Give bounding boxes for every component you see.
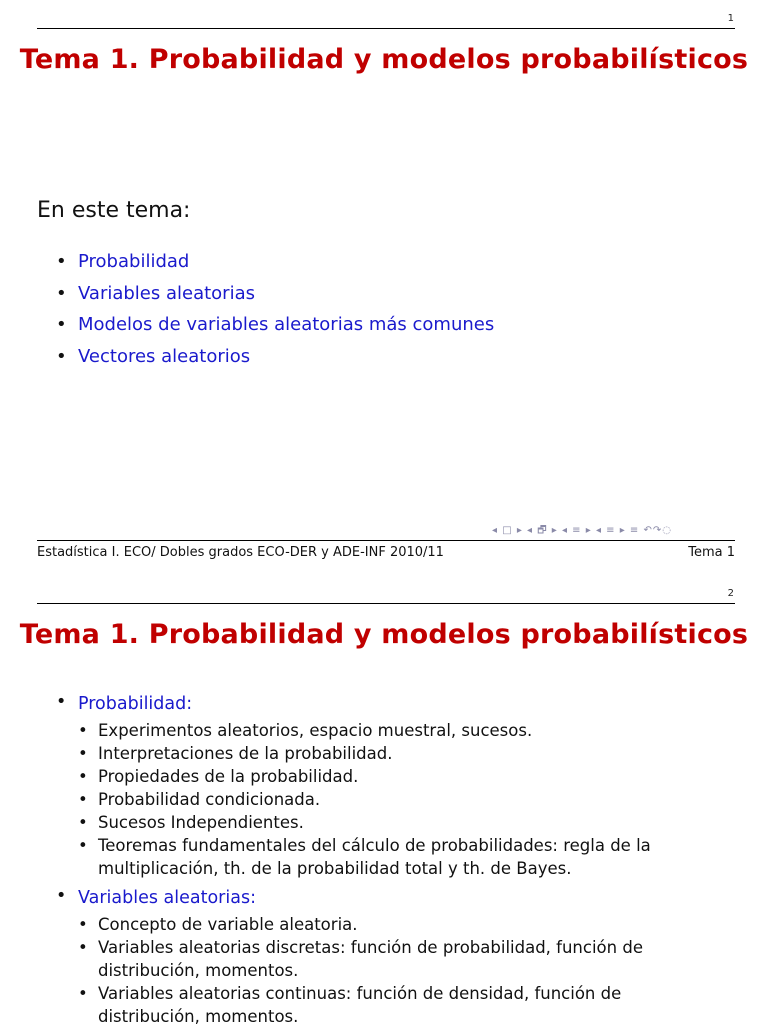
list-item: • Experimentos aleatorios, espacio muestral, sucesos. xyxy=(78,721,533,740)
footer-course: Estadística I. ECO/ Dobles grados ECO-DER y ADE-INF 2010/11 xyxy=(37,545,444,560)
slide-title: Tema 1. Probabilidad y modelos probabilísticos xyxy=(19,44,749,75)
topic-list xyxy=(56,251,494,377)
topic-label: Variables aleatorias xyxy=(78,282,255,304)
content-list xyxy=(56,692,706,1034)
list-item: • Interpretaciones de la probabilidad. xyxy=(78,744,393,763)
bullet-icon: • xyxy=(78,790,88,809)
bullet-icon: • xyxy=(78,836,88,855)
topic-link-variables[interactable] xyxy=(56,283,494,315)
bullet-icon: • xyxy=(78,744,88,763)
section-heading[interactable]: Probabilidad: xyxy=(78,694,193,714)
slide-2 xyxy=(0,576,768,1024)
list-item: • Variables aleatorias discretas: función de probabilidad, función de distribución, momentos. xyxy=(78,938,643,980)
bullet-icon: • xyxy=(78,721,88,740)
bullet-icon: • xyxy=(56,886,67,906)
list-item: • Teoremas fundamentales del cálculo de probabilidades: regla de la multiplicación, th. de la probabilidad total y th. de Bayes. xyxy=(78,836,651,878)
page-number: 2 xyxy=(727,588,734,599)
intro-text: En este tema: xyxy=(37,198,191,223)
topic-label: Modelos de variables aleatorias más comunes xyxy=(78,314,495,335)
bullet-icon: • xyxy=(78,767,88,786)
bullet-icon: • xyxy=(56,345,67,367)
beamer-navigation-icons[interactable]: ◂ □ ▸ ◂ 🗗 ▸ ◂ ≡ ▸ ◂ ≡ ▸ ≡ ↶↷◌ xyxy=(492,525,672,536)
slide-title: Tema 1. Probabilidad y modelos probabilísticos xyxy=(19,619,749,650)
bullet-icon: • xyxy=(78,915,88,934)
bullet-icon: • xyxy=(78,984,88,1003)
footer-rule xyxy=(37,540,735,541)
header-rule xyxy=(37,603,735,604)
section-heading[interactable]: Variables aleatorias: xyxy=(78,888,256,908)
page-number: 1 xyxy=(727,13,734,24)
bullet-icon: • xyxy=(56,282,67,304)
bullet-icon: • xyxy=(56,692,67,712)
list-item: • Propiedades de la probabilidad. xyxy=(78,767,359,786)
list-item: • Concepto de variable aleatoria. xyxy=(78,915,358,934)
bullet-icon: • xyxy=(56,314,67,335)
topic-label: Probabilidad xyxy=(78,251,190,272)
topic-link-probabilidad[interactable] xyxy=(56,251,494,283)
footer-topic: Tema 1 xyxy=(688,545,735,560)
list-item: • Probabilidad condicionada. xyxy=(78,790,321,809)
bullet-icon: • xyxy=(78,813,88,832)
topic-link-vectores[interactable] xyxy=(56,346,494,378)
bullet-icon: • xyxy=(78,938,88,957)
section-probabilidad xyxy=(56,692,706,880)
section-variables xyxy=(56,886,706,1028)
topic-label: Vectores aleatorios xyxy=(78,345,251,367)
subitem-list xyxy=(78,719,706,880)
bullet-icon: • xyxy=(56,251,67,272)
header-rule xyxy=(37,28,735,29)
topic-link-modelos[interactable] xyxy=(56,314,494,346)
list-item: • Variables aleatorias continuas: función de densidad, función de distribución, momentos. xyxy=(78,984,622,1026)
list-item: • Sucesos Independientes. xyxy=(78,813,304,832)
subitem-list xyxy=(78,913,706,1028)
